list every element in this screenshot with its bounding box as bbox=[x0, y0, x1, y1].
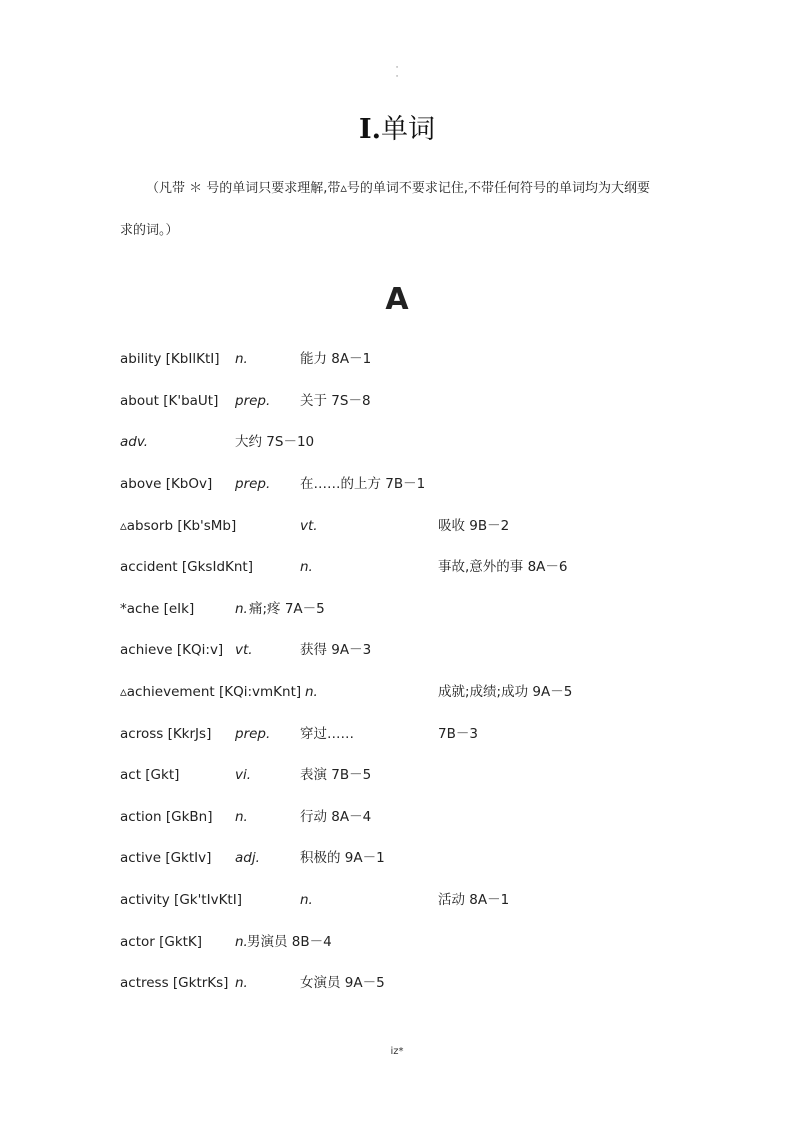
vocab-entry bbox=[0, 972, 794, 994]
entry-pos: n. bbox=[235, 601, 248, 617]
intro-line-1: （凡带 ＊ 号的单词只要求理解,带▵号的单词不要求记住,不带任何符号的单词均为大纲要 bbox=[146, 181, 651, 196]
entry-meaning: 大约 7S－10 bbox=[235, 434, 315, 450]
entry-word: actor [GktK] bbox=[120, 934, 203, 950]
entry-word: across [KkrJs] bbox=[120, 726, 212, 742]
entry-pos: n. bbox=[300, 892, 313, 908]
entry-meaning: 穿过…… bbox=[300, 726, 354, 742]
entry-meaning: 成就;成绩;成功 9A－5 bbox=[438, 684, 573, 700]
entry-meaning: 事故,意外的事 8A－6 bbox=[438, 559, 568, 575]
entry-ref: 7B－3 bbox=[438, 726, 478, 742]
entry-word: ▵achievement [KQi:vmKnt] bbox=[120, 684, 302, 700]
entry-word: about [K'baUt] bbox=[120, 393, 219, 409]
entry-meaning: 痛;疼 7A－5 bbox=[249, 601, 325, 617]
vocab-entry bbox=[0, 889, 794, 911]
entry-meaning: 表演 7B－5 bbox=[300, 767, 372, 783]
entry-meaning: 行动 8A－4 bbox=[300, 809, 372, 825]
entry-pos: n. bbox=[300, 559, 313, 575]
vocab-entry bbox=[0, 639, 794, 661]
vocab-entry bbox=[0, 681, 794, 703]
vocab-entry bbox=[0, 556, 794, 578]
entry-word: action [GkBn] bbox=[120, 809, 213, 825]
entry-meaning: 吸收 9B－2 bbox=[438, 518, 510, 534]
entry-pos: vi. bbox=[235, 767, 252, 783]
vocab-entry bbox=[0, 931, 794, 953]
entry-pos: prep. bbox=[235, 393, 271, 409]
entry-pos: n. bbox=[235, 934, 248, 950]
entry-meaning: 在……的上方 7B－1 bbox=[300, 476, 426, 492]
entry-meaning: 积极的 9A－1 bbox=[300, 850, 385, 866]
entry-pos: adj. bbox=[235, 850, 260, 866]
entry-pos: adv. bbox=[120, 434, 149, 450]
entry-meaning: 关于 7S－8 bbox=[300, 393, 371, 409]
intro-line-2: 求的词。） bbox=[120, 223, 179, 238]
page-footer: iz* bbox=[390, 1046, 404, 1057]
entry-word: activity [Gk'tIvKtI] bbox=[120, 892, 242, 908]
entry-pos: n. bbox=[305, 684, 318, 700]
entry-meaning: 能力 8A－1 bbox=[300, 351, 372, 367]
entry-meaning: 活动 8A－1 bbox=[438, 892, 510, 908]
entry-meaning: 女演员 9A－5 bbox=[300, 975, 385, 991]
vocab-entry bbox=[0, 598, 794, 620]
vocab-entry bbox=[0, 847, 794, 869]
entry-pos: n. bbox=[235, 351, 248, 367]
entry-pos: n. bbox=[235, 975, 248, 991]
entry-word: actress [GktrKs] bbox=[120, 975, 229, 991]
entry-pos: n. bbox=[235, 809, 248, 825]
vocab-entry bbox=[0, 390, 794, 412]
entry-word: achieve [KQi:v] bbox=[120, 642, 224, 658]
header-mark: · · bbox=[395, 63, 399, 82]
section-title bbox=[0, 112, 794, 148]
entry-pos: prep. bbox=[235, 726, 271, 742]
entry-word: ▵absorb [Kb'sMb] bbox=[120, 518, 237, 534]
entry-word: *ache [eIk] bbox=[120, 601, 195, 617]
vocab-entry bbox=[0, 431, 794, 453]
vocab-entry bbox=[0, 348, 794, 370]
vocab-entry bbox=[0, 806, 794, 828]
entry-pos: vt. bbox=[235, 642, 253, 658]
entry-word: act [Gkt] bbox=[120, 767, 180, 783]
entry-word: active [GktIv] bbox=[120, 850, 212, 866]
entry-pos: vt. bbox=[300, 518, 318, 534]
vocab-entry bbox=[0, 764, 794, 786]
entry-pos: prep. bbox=[235, 476, 271, 492]
section-roman-numeral: I. bbox=[358, 114, 382, 145]
vocab-entry bbox=[0, 723, 794, 745]
entry-word: ability [KbIlKtI] bbox=[120, 351, 220, 367]
section-title-text: 单词 bbox=[381, 114, 436, 145]
entry-meaning: 男演员 8B－4 bbox=[247, 934, 332, 950]
entry-word: above [KbOv] bbox=[120, 476, 213, 492]
entry-word: accident [GksIdKnt] bbox=[120, 559, 253, 575]
entry-meaning: 获得 9A－3 bbox=[300, 642, 372, 658]
vocab-entry bbox=[0, 515, 794, 537]
vocab-entry bbox=[0, 473, 794, 495]
letter-heading: A bbox=[385, 282, 409, 317]
